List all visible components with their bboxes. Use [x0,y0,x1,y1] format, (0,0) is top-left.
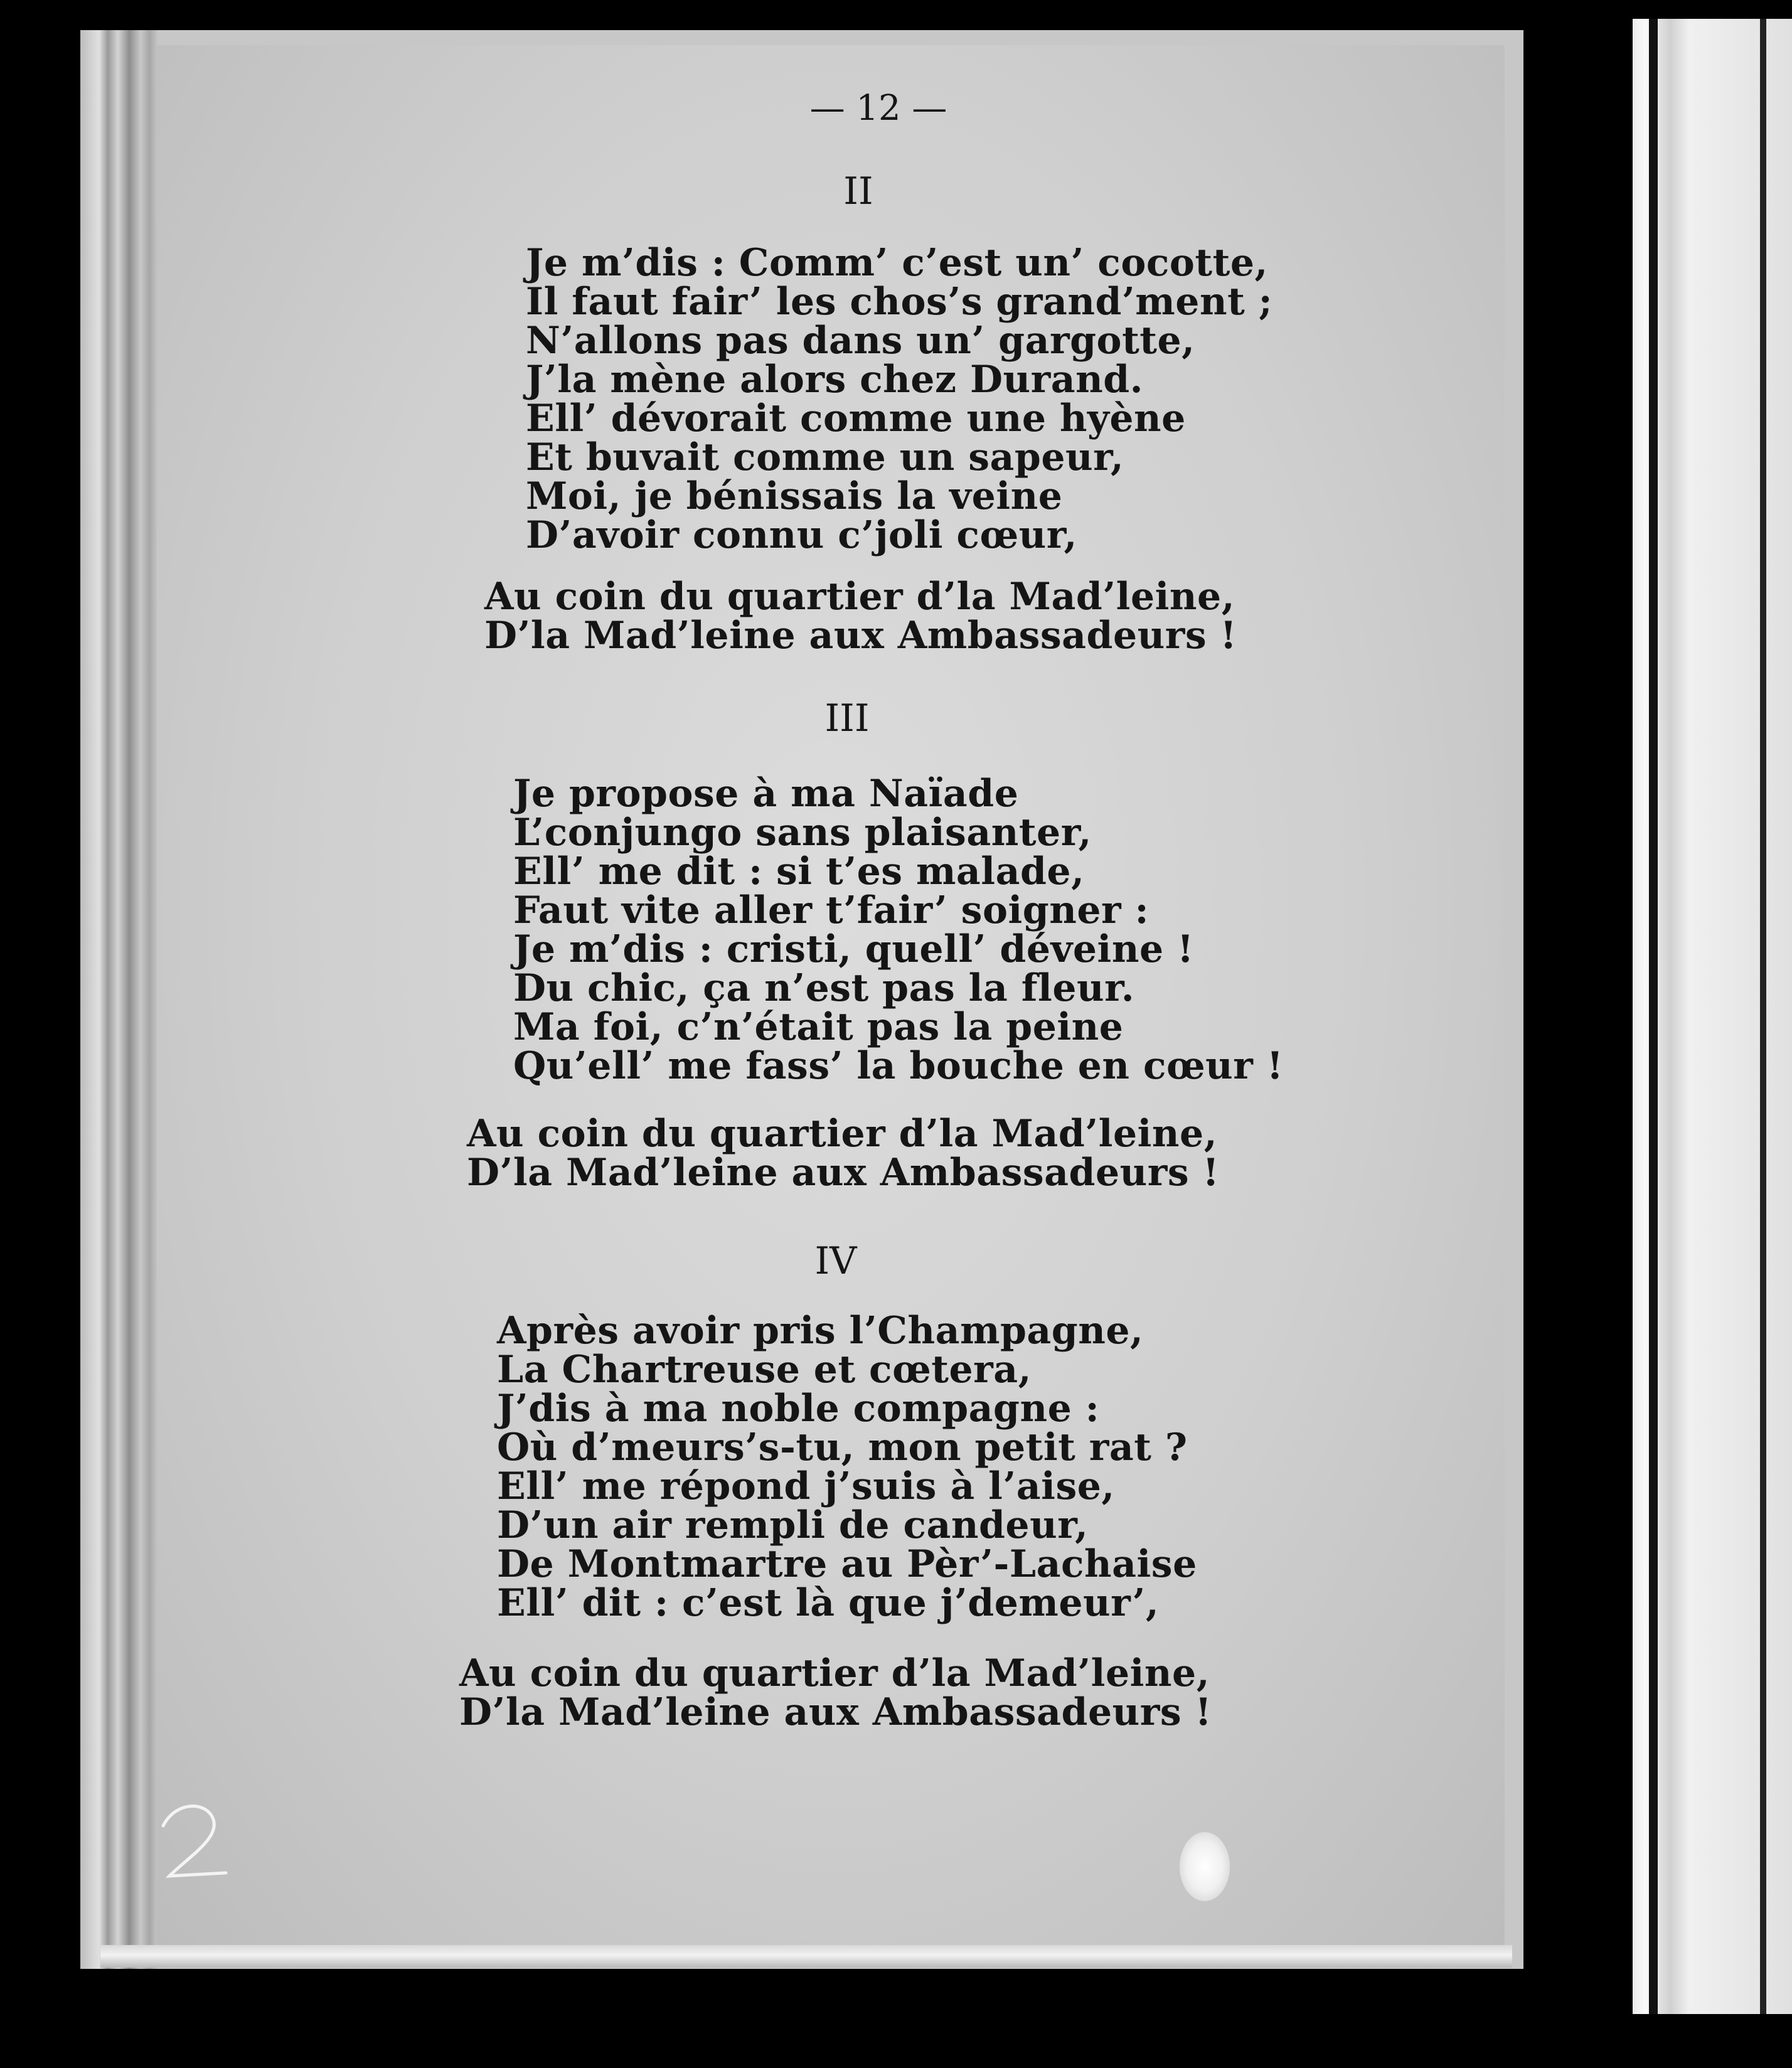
stanza-ii-refrain [484,575,1237,658]
verse-line: N’allons pas dans un’ gargotte, [526,319,1195,363]
verse-line: Et buvait comme un sapeur, [526,435,1124,479]
verse-line: Ell’ me répond j’suis à l’aise, [497,1464,1115,1508]
stanza-iii-verse [513,772,1284,1088]
verse-line: J’dis à ma noble compagne : [497,1387,1100,1431]
verse-line: Ell’ me dit : si t’es malade, [513,850,1085,893]
verse-line: D’avoir connu c’joli cœur, [526,513,1077,557]
verse-line: Moi, je bénissais la veine [526,474,1063,518]
stanza-iii-refrain [467,1112,1220,1195]
page-number: — 12 — [809,88,947,129]
pencil-mark-icon [151,1788,238,1882]
verse-line: L’conjungo sans plaisanter, [513,811,1092,855]
stanza-iv-verse [497,1311,1197,1623]
stanza-numeral-ii: II [843,169,873,213]
verse-line: De Montmartre au Pèr’-Lachaise [497,1542,1197,1586]
refrain-line: D’la Mad’leine aux Ambassadeurs ! [467,1151,1220,1195]
refrain-line: Au coin du quartier d’la Mad’leine, [459,1651,1210,1695]
verse-line: Je m’dis : Comm’ c’est un’ cocotte, [526,241,1268,285]
refrain-line: D’la Mad’leine aux Ambassadeurs ! [484,614,1237,658]
refrain-line: Au coin du quartier d’la Mad’leine, [467,1112,1218,1156]
stanza-numeral-iv: IV [814,1239,857,1283]
verse-line: Après avoir pris l’Champagne, [497,1309,1144,1353]
verse-line: Qu’ell’ me fass’ la bouche en cœur ! [513,1044,1284,1088]
paper-smudge [1180,1832,1230,1901]
verse-line: Ell’ dit : c’est là que j’demeur’, [497,1581,1160,1625]
stanza-numeral-iii: III [824,696,870,740]
refrain-line: Au coin du quartier d’la Mad’leine, [484,575,1235,619]
verse-line: Ma foi, c’n’était pas la peine [513,1005,1124,1049]
verse-line: La Chartreuse et cœtera, [497,1348,1032,1392]
verse-line: Il faut fair’ les chos’s grand’ment ; [526,280,1273,324]
verse-line: Ell’ dévorait comme une hyène [526,397,1186,440]
verse-line: D’un air rempli de candeur, [497,1503,1089,1547]
stanza-iv-refrain [459,1651,1212,1734]
verse-line: J’la mène alors chez Durand. [526,358,1144,402]
stanza-ii-verse [526,243,1272,555]
verse-line: Où d’meurs’s-tu, mon petit rat ? [497,1426,1188,1469]
refrain-line: D’la Mad’leine aux Ambassadeurs ! [459,1690,1212,1734]
verse-line: Je propose à ma Naïade [513,772,1019,816]
verse-line: Faut vite aller t’fair’ soigner : [513,888,1149,932]
verse-line: Du chic, ça n’est pas la fleur. [513,966,1135,1010]
verse-line: Je m’dis : cristi, quell’ déveine ! [513,927,1194,971]
